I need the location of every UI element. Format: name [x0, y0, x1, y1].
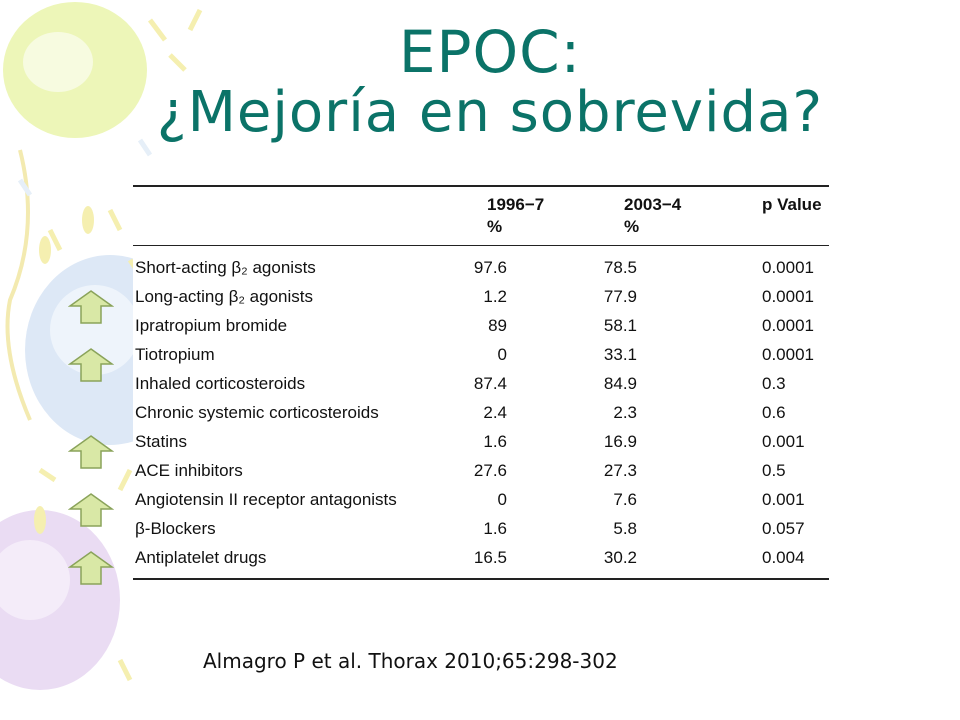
value-1996-7: 87.4 [473, 374, 507, 393]
table-row [133, 459, 829, 488]
row-label: Antiplatelet drugs [135, 548, 267, 567]
value-1996-7: 16.5 [473, 548, 507, 567]
value-1996-7: 0 [497, 345, 507, 364]
row-label: Inhaled corticosteroids [135, 374, 306, 393]
up-arrow-icon [68, 347, 114, 383]
value-2003-4: 5.8 [613, 519, 637, 538]
value-2003-4: 30.2 [603, 548, 637, 567]
row-label: Long-acting β₂ agonists [135, 287, 313, 306]
table-row [133, 285, 829, 314]
value-1996-7: 0 [497, 490, 507, 509]
value-1996-7: 1.6 [483, 519, 507, 538]
slide-subtitle: ¿Mejoría en sobrevida? [156, 80, 824, 145]
row-label: Ipratropium bromide [135, 316, 288, 335]
header-p-value: p Value [762, 195, 822, 214]
p-value: 0.0001 [762, 287, 814, 306]
citation: Almagro P et al. Thorax 2010;65:298-302 [203, 649, 618, 673]
table-row [133, 343, 829, 372]
up-arrow-icon [68, 550, 114, 586]
value-1996-7: 1.2 [483, 287, 507, 306]
value-2003-4: 27.3 [603, 461, 637, 480]
p-value: 0.057 [762, 519, 805, 538]
value-1996-7: 27.6 [473, 461, 507, 480]
value-2003-4: 2.3 [613, 403, 637, 422]
p-value: 0.0001 [762, 316, 814, 335]
value-2003-4: 7.6 [613, 490, 637, 509]
row-label: Tiotropium [135, 345, 215, 364]
value-2003-4: 84.9 [603, 374, 637, 393]
table-row [133, 401, 829, 430]
up-arrow-icon [68, 492, 114, 528]
row-label: β-Blockers [135, 519, 216, 538]
value-1996-7: 89 [488, 316, 507, 335]
value-2003-4: 16.9 [603, 432, 637, 451]
value-1996-7: 1.6 [483, 432, 507, 451]
p-value: 0.5 [762, 461, 786, 480]
table-row [133, 517, 829, 546]
p-value: 0.001 [762, 490, 805, 509]
p-value: 0.3 [762, 374, 786, 393]
value-2003-4: 78.5 [603, 258, 637, 277]
table-row [133, 546, 829, 575]
table-row [133, 488, 829, 517]
table-row [133, 430, 829, 459]
p-value: 0.0001 [762, 258, 814, 277]
header-2003-4: 2003−4 % [624, 195, 682, 236]
up-arrow-icon [68, 289, 114, 325]
medication-table [133, 168, 829, 582]
p-value: 0.001 [762, 432, 805, 451]
table-row [133, 372, 829, 401]
p-value: 0.0001 [762, 345, 814, 364]
slide-title: EPOC: [398, 18, 582, 86]
p-value: 0.6 [762, 403, 786, 422]
table-row [133, 256, 829, 285]
row-label: Angiotensin II receptor antagonists [135, 490, 397, 509]
table-bottom-rule [133, 578, 829, 580]
table-row [133, 314, 829, 343]
value-1996-7: 97.6 [473, 258, 507, 277]
up-arrow-icon [68, 434, 114, 470]
table-body [133, 256, 829, 575]
value-1996-7: 2.4 [483, 403, 507, 422]
p-value: 0.004 [762, 548, 805, 567]
header-1996-7: 1996−7 % [487, 195, 545, 236]
row-label: Short-acting β₂ agonists [135, 258, 316, 277]
value-2003-4: 77.9 [603, 287, 637, 306]
value-2003-4: 33.1 [603, 345, 637, 364]
row-label: Statins [135, 432, 187, 451]
row-label: Chronic systemic corticosteroids [135, 403, 379, 422]
table-header-rule [133, 245, 829, 246]
table-top-rule [133, 185, 829, 187]
value-2003-4: 58.1 [603, 316, 637, 335]
row-label: ACE inhibitors [135, 461, 243, 480]
